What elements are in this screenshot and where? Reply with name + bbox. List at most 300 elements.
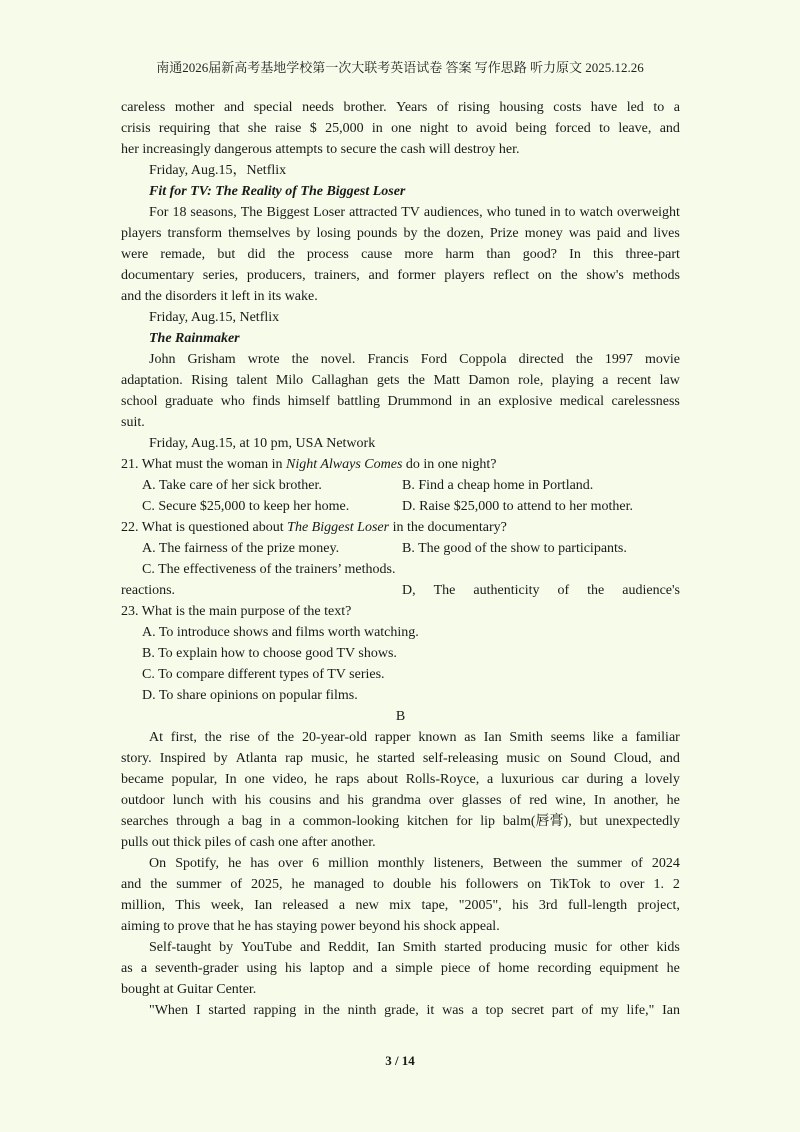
word: Smith	[509, 730, 543, 745]
word: was	[442, 1003, 464, 1018]
word: who	[486, 205, 511, 220]
show-date: Friday, Aug.15，Netflix	[149, 163, 287, 178]
word: and	[659, 121, 680, 136]
word: transform	[167, 226, 222, 241]
word: to	[564, 205, 576, 220]
word: I	[195, 1003, 201, 1018]
word: familiar	[635, 730, 680, 745]
option-22-b[interactable]: B. The good of the show to participants.	[402, 541, 627, 556]
word: to	[373, 877, 385, 892]
word: seems	[550, 730, 585, 745]
word: and	[368, 268, 389, 283]
word: 2025,	[250, 877, 283, 892]
word: At	[149, 730, 163, 745]
word: Years	[396, 100, 428, 115]
word: audience's	[622, 583, 680, 598]
word: rapping	[253, 1003, 297, 1018]
word: to	[599, 877, 611, 892]
word: he	[356, 751, 370, 766]
word: the	[277, 247, 295, 262]
word: luxurious	[501, 772, 554, 787]
word: lives	[653, 226, 680, 241]
word: Matt	[433, 373, 460, 388]
word: Sound	[570, 751, 606, 766]
word: 3rd	[538, 898, 558, 913]
word: Between	[492, 856, 542, 871]
word: music,	[311, 751, 349, 766]
word: his	[284, 961, 302, 976]
word: a	[621, 730, 628, 745]
word: law	[659, 373, 680, 388]
text-line	[121, 244, 680, 265]
word: In	[569, 247, 581, 262]
word: ninth	[347, 1003, 377, 1018]
word: by	[219, 940, 234, 955]
word: first,	[170, 730, 197, 745]
word: a	[487, 772, 494, 787]
word: carelessness	[611, 394, 680, 409]
word: being	[515, 121, 547, 136]
word: careless	[121, 100, 166, 115]
page-number: 3 / 14	[385, 1053, 415, 1068]
word: TV	[401, 205, 420, 220]
word: 2024	[651, 856, 680, 871]
word: watch	[579, 205, 613, 220]
word: Atlanta	[235, 751, 277, 766]
word: leave,	[618, 121, 652, 136]
word: raps	[335, 772, 360, 787]
word: forced	[554, 121, 591, 136]
word: directed	[518, 352, 564, 367]
text-line	[121, 748, 680, 769]
word: recent	[616, 373, 652, 388]
text-line: her increasingly dangerous attempts to secure the cash will destroy her.	[121, 142, 520, 157]
word: home	[498, 961, 530, 976]
word: harm	[445, 247, 475, 262]
word: the	[587, 583, 605, 598]
word: a	[288, 814, 295, 829]
text-line	[121, 853, 680, 874]
word: rap	[285, 751, 303, 766]
word: Reddit,	[328, 940, 370, 955]
word: seasons,	[190, 205, 237, 220]
word: secret	[511, 1003, 544, 1018]
word: lunch	[172, 793, 204, 808]
word: Rolls-Royce,	[405, 772, 480, 787]
word: over	[428, 793, 454, 808]
word: life,"	[626, 1003, 655, 1018]
option-23-c[interactable]: C. To compare different types of TV series.	[142, 667, 385, 682]
option-21-a[interactable]: A. Take care of her sick brother.	[142, 478, 322, 493]
word: good?	[522, 247, 557, 262]
word: recording	[537, 961, 592, 976]
word: paid	[596, 226, 621, 241]
word: This	[175, 898, 201, 913]
word: another,	[613, 793, 659, 808]
word: of	[581, 1003, 593, 1018]
text-line	[121, 1000, 680, 1021]
word: The	[240, 205, 263, 220]
word: a	[338, 898, 346, 913]
word: Smith	[402, 940, 437, 955]
word: but	[579, 814, 598, 829]
word: players	[121, 226, 162, 241]
section-label: B	[395, 709, 406, 724]
word: to	[456, 121, 468, 136]
word: crisis	[121, 121, 151, 136]
text-line: suit.	[121, 415, 145, 430]
word: grade,	[384, 1003, 419, 1018]
word: searches	[121, 814, 169, 829]
word: unexpectedly	[605, 814, 680, 829]
word: playing	[551, 373, 594, 388]
word: and	[352, 961, 373, 976]
text-line: pulls out thick piles of cash one after another.	[121, 835, 376, 850]
word: and	[300, 940, 321, 955]
option-22-d-continued: reactions.	[121, 583, 176, 598]
word: losing	[316, 226, 351, 241]
option-21-d[interactable]: D. Raise $25,000 to attend to her mother.	[402, 499, 633, 514]
word: of	[509, 793, 522, 808]
word: a	[471, 1003, 478, 1018]
text-line	[121, 265, 680, 286]
word: story.	[121, 751, 152, 766]
option-23-b[interactable]: B. To explain how to choose good TV shows.	[142, 646, 397, 661]
text-line	[121, 727, 680, 748]
word: summer	[576, 856, 623, 871]
word: authenticity	[473, 583, 540, 598]
option-23-a[interactable]: A. To introduce shows and films worth watching.	[142, 625, 419, 640]
word: himself	[287, 394, 330, 409]
word: process	[306, 247, 349, 262]
word: Callaghan	[311, 373, 369, 388]
word: my	[600, 1003, 619, 1018]
word: themselves	[228, 226, 291, 241]
word: through	[176, 814, 220, 829]
word: Cloud,	[613, 751, 652, 766]
word: finds	[252, 394, 281, 409]
word: battling	[337, 394, 381, 409]
text-line	[121, 937, 680, 958]
word: on	[547, 751, 562, 766]
word: have	[590, 100, 618, 115]
word: for	[595, 940, 612, 955]
word: of	[230, 877, 243, 892]
word: Ian	[662, 1003, 680, 1018]
word: equipment	[599, 961, 659, 976]
word: needs	[302, 100, 334, 115]
word: $	[309, 121, 317, 136]
word: rising	[458, 100, 490, 115]
word: night	[419, 121, 449, 136]
question-22-stem: 22. What is questioned about The Biggest Loser in the documentary?	[121, 520, 507, 535]
word: listeners,	[433, 856, 484, 871]
word: his	[440, 877, 457, 892]
word: 1.	[653, 877, 664, 892]
word: released	[282, 898, 329, 913]
word: on	[537, 268, 552, 283]
word: Francis	[367, 352, 409, 367]
word: dozen,	[446, 226, 484, 241]
word: Grisham	[187, 352, 236, 367]
text-line	[121, 790, 680, 811]
word: managed	[313, 877, 365, 892]
word: tuned	[514, 205, 546, 220]
word: seventh-grader	[155, 961, 239, 976]
word: laptop	[309, 961, 345, 976]
word: project,	[637, 898, 680, 913]
option-22-c[interactable]: C. The effectiveness of the trainers’ methods.	[142, 562, 396, 577]
word: he	[666, 961, 680, 976]
word: In	[593, 793, 606, 808]
word: special	[253, 100, 293, 115]
word: followers	[465, 877, 519, 892]
word: over	[278, 856, 304, 871]
word: became	[121, 772, 164, 787]
word: raise	[274, 121, 302, 136]
word: a	[602, 373, 609, 388]
word: simple	[395, 961, 433, 976]
word: and	[319, 793, 340, 808]
show-title: The Rainmaker	[149, 331, 240, 346]
question-21-stem: 21. What must the woman in Night Always Comes do in one night?	[121, 457, 497, 472]
word: during	[586, 772, 624, 787]
word: of	[436, 100, 449, 115]
word: a	[380, 961, 388, 976]
word: In	[225, 772, 237, 787]
word: of	[557, 583, 570, 598]
word: the	[550, 856, 568, 871]
word: "2005",	[458, 898, 502, 913]
option-21-c[interactable]: C. Secure $25,000 to keep her home.	[142, 499, 350, 514]
word: trainers,	[314, 268, 360, 283]
word: talent	[236, 373, 268, 388]
option-22-d[interactable]	[402, 580, 680, 601]
word: glasses	[461, 793, 502, 808]
word: double	[393, 877, 432, 892]
text-line	[121, 202, 680, 223]
word: Spotify,	[175, 856, 220, 871]
word: his	[512, 898, 529, 913]
word: kids	[656, 940, 680, 955]
word: in	[549, 205, 561, 220]
word: in	[269, 814, 281, 829]
word: in	[371, 121, 383, 136]
word: the	[322, 1003, 340, 1018]
option-21-b[interactable]: B. Find a cheap home in Portland.	[402, 478, 594, 493]
text-line	[121, 118, 680, 139]
word: mother	[174, 100, 215, 115]
word: cause	[361, 247, 393, 262]
word: he	[314, 772, 329, 787]
word: requiring	[158, 121, 211, 136]
word: Biggest	[266, 205, 310, 220]
word: that	[218, 121, 240, 136]
word: 1997	[604, 352, 633, 367]
word: of	[478, 961, 491, 976]
word: music	[554, 940, 588, 955]
word: grandma	[371, 793, 421, 808]
word: school	[121, 394, 158, 409]
text-line	[121, 391, 680, 412]
word: audiences,	[423, 205, 483, 220]
word: avoid	[476, 121, 508, 136]
word: pounds	[356, 226, 398, 241]
word: of	[257, 730, 270, 745]
page-header: 南通2026届新高考基地学校第一次大联考英语试卷 答案 写作思路 听力原文 2025.12.26	[156, 60, 644, 75]
word: the	[407, 373, 425, 388]
word: piece	[440, 961, 471, 976]
word: methods	[632, 268, 680, 283]
word: in	[459, 394, 471, 409]
word: YouTube	[241, 940, 293, 955]
word: started	[208, 1003, 246, 1018]
question-23-stem: 23. What is the main purpose of the text?	[121, 604, 352, 619]
word: three-part	[625, 247, 680, 262]
word: by	[213, 751, 228, 766]
question-22-options-ab	[121, 538, 680, 559]
word: he	[666, 793, 680, 808]
text-line: and the disorders it left in its wake.	[121, 289, 318, 304]
word: with	[211, 793, 237, 808]
word: documentary	[121, 268, 195, 283]
word: housing	[499, 100, 544, 115]
word: for	[456, 814, 473, 829]
word: it	[426, 1003, 435, 1018]
word: Ian	[254, 898, 273, 913]
word: and	[627, 226, 648, 241]
word: TikTok	[550, 877, 591, 892]
word: Inspired	[159, 751, 206, 766]
word: started	[444, 940, 482, 955]
word: reflect	[493, 268, 530, 283]
word: wine,	[555, 793, 586, 808]
word: monthly	[377, 856, 425, 871]
word: 25,000	[325, 121, 364, 136]
word: the	[204, 730, 222, 745]
word: week,	[210, 898, 244, 913]
word: Loser	[313, 205, 346, 220]
word: producing	[489, 940, 547, 955]
word: and	[223, 100, 245, 115]
text-line	[121, 223, 680, 244]
word: a	[630, 772, 638, 787]
word: rise	[229, 730, 250, 745]
word: show's	[586, 268, 624, 283]
word: cousins	[269, 793, 312, 808]
word: he	[228, 856, 242, 871]
word: one	[244, 772, 265, 787]
word: lovely	[644, 772, 680, 787]
word: was	[568, 226, 591, 241]
word: more	[404, 247, 434, 262]
word: novel.	[320, 352, 356, 367]
word: Prize	[489, 226, 519, 241]
word: Damon	[468, 373, 510, 388]
word: has	[250, 856, 270, 871]
word: Ian	[483, 730, 502, 745]
word: costs	[553, 100, 582, 115]
text-line: aiming to prove that he has staying power beyond his shock appeal.	[121, 919, 500, 934]
word: common-looking	[302, 814, 400, 829]
word: to	[653, 100, 665, 115]
word: The	[433, 583, 456, 598]
word: role,	[518, 373, 544, 388]
question-21-options-cd	[121, 496, 680, 517]
word: explosive	[498, 394, 553, 409]
word: the	[150, 877, 168, 892]
word: Self-taught	[149, 940, 212, 955]
word: Rising	[191, 373, 228, 388]
word: lip	[480, 814, 496, 829]
word: known	[418, 730, 457, 745]
word: money	[524, 226, 563, 241]
word: million	[328, 856, 369, 871]
text-line: bought at Guitar Center.	[121, 982, 257, 997]
text-line	[121, 811, 680, 832]
word: Drummond	[387, 394, 453, 409]
word: kitchen	[406, 814, 449, 829]
word: by	[403, 226, 418, 241]
word: outdoor	[121, 793, 165, 808]
word: players	[444, 268, 485, 283]
word: a	[227, 814, 234, 829]
text-line	[121, 874, 680, 895]
word: as	[121, 961, 133, 976]
word: summer	[176, 877, 222, 892]
word: a	[140, 961, 148, 976]
word: were	[121, 247, 149, 262]
word: video,	[272, 772, 308, 787]
word: former	[397, 268, 436, 283]
word: a	[673, 100, 680, 115]
word: like	[592, 730, 614, 745]
word: part	[551, 1003, 574, 1018]
word: on	[527, 877, 542, 892]
word: full-length	[568, 898, 628, 913]
option-22-a[interactable]: A. The fairness of the prize money.	[142, 541, 340, 556]
option-23-d[interactable]: D. To share opinions on popular films.	[142, 688, 358, 703]
word: bag	[241, 814, 262, 829]
text-line	[121, 349, 680, 370]
word: "When	[149, 1003, 189, 1018]
word: D,	[402, 583, 416, 598]
word: red	[529, 793, 548, 808]
word: overweight	[616, 205, 680, 220]
word: Ian	[376, 940, 395, 955]
word: new	[355, 898, 379, 913]
word: an	[477, 394, 492, 409]
word: and	[121, 877, 142, 892]
word: mix	[389, 898, 412, 913]
word: did	[247, 247, 266, 262]
word: he	[291, 877, 305, 892]
show-date: Friday, Aug.15, at 10 pm, USA Network	[149, 436, 376, 451]
word: 2	[672, 877, 680, 892]
word: popular,	[171, 772, 218, 787]
word: wrote	[247, 352, 280, 367]
word: this	[593, 247, 614, 262]
text-line	[121, 769, 680, 790]
word: John	[149, 352, 176, 367]
word: For	[149, 205, 169, 220]
word: who	[220, 394, 245, 409]
word: over	[619, 877, 645, 892]
word: about	[366, 772, 398, 787]
text-line	[121, 97, 680, 118]
word: brother.	[343, 100, 387, 115]
question-21-options-ab	[121, 475, 680, 496]
